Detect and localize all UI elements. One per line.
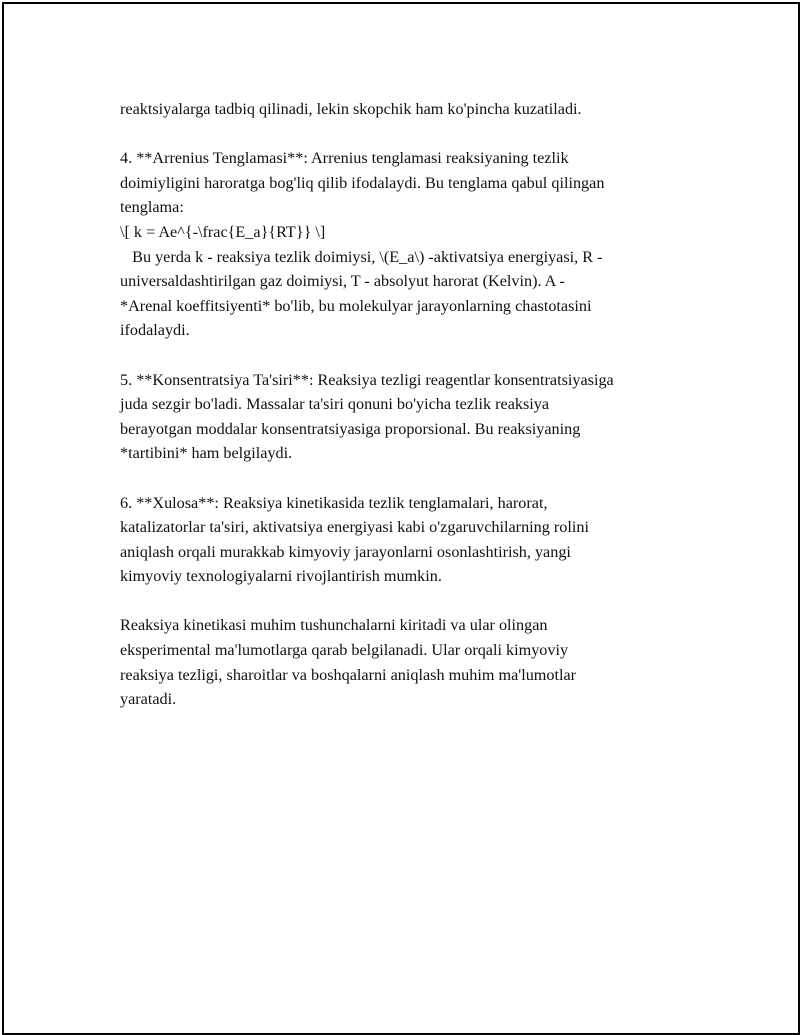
text-line: doimiyligini haroratga bog'liq qilib ifodalaydi. Bu tenglama qabul qilingan (120, 173, 605, 192)
text-line: ifodalaydi. (120, 321, 190, 340)
text-line: Reaksiya kinetikasi muhim tushunchalarni kiritadi va ular olingan (120, 616, 548, 635)
text-line: 4. **Arrenius Tenglamasi**: Arrenius tenglamasi reaksiyaning tezlik (120, 149, 569, 168)
text-line: eksperimental ma'lumotlarga qarab belgilanadi. Ular orqali kimyoviy (120, 641, 569, 660)
text-line: *tartibini* ham belgilaydi. (120, 444, 293, 463)
text-line: aniqlash orqali murakkab kimyoviy jarayonlarni osonlashtirish, yangi (120, 542, 571, 561)
text-line: *Arenal koeffitsiyenti* bo'lib, bu molekulyar jarayonlarning chastotasini (120, 296, 592, 315)
text-line: \[ k = Ae^{-\frac{E_a}{RT}} \] (120, 222, 326, 241)
text-line: reaksiya tezligi, sharoitlar va boshqalarni aniqlash muhim ma'lumotlar (120, 665, 577, 684)
text-line: tenglama: (120, 198, 184, 217)
paragraph (120, 97, 690, 122)
document-page (2, 2, 800, 1035)
text-line: reaktsiyalarga tadbiq qilinadi, lekin skopchik ham ko'pincha kuzatiladi. (120, 100, 582, 118)
text-line: yaratadi. (120, 690, 177, 709)
text-line: kimyoviy texnologiyalarni rivojlantirish mumkin. (120, 567, 442, 586)
text-line: universaldashtirilgan gaz doimiysi, T - absolyut harorat (Kelvin). A - (120, 272, 565, 291)
text-line: 6. **Xulosa**: Reaksiya kinetikasida tezlik tenglamalari, harorat, (120, 493, 548, 512)
text-line: juda sezgir bo'ladi. Massalar ta'siri qonuni bo'yicha tezlik reaksiya (120, 395, 550, 414)
document-body (120, 97, 690, 736)
text-line: Bu yerda k - reaksiya tezlik doimiysi, \(E_a\) -aktivatsiya energiyasi, R - (120, 247, 603, 266)
text-line: katalizatorlar ta'siri, aktivatsiya energiyasi kabi o'zgaruvchilarning rolini (120, 518, 589, 537)
paragraph (120, 491, 690, 589)
paragraph (120, 368, 690, 466)
text-line: 5. **Konsentratsiya Ta'siri**: Reaksiya tezligi reagentlar konsentratsiyasiga (120, 370, 614, 389)
paragraph (120, 613, 690, 711)
text-line: berayotgan moddalar konsentratsiyasiga proporsional. Bu reaksiyaning (120, 419, 581, 438)
paragraph (120, 146, 690, 343)
